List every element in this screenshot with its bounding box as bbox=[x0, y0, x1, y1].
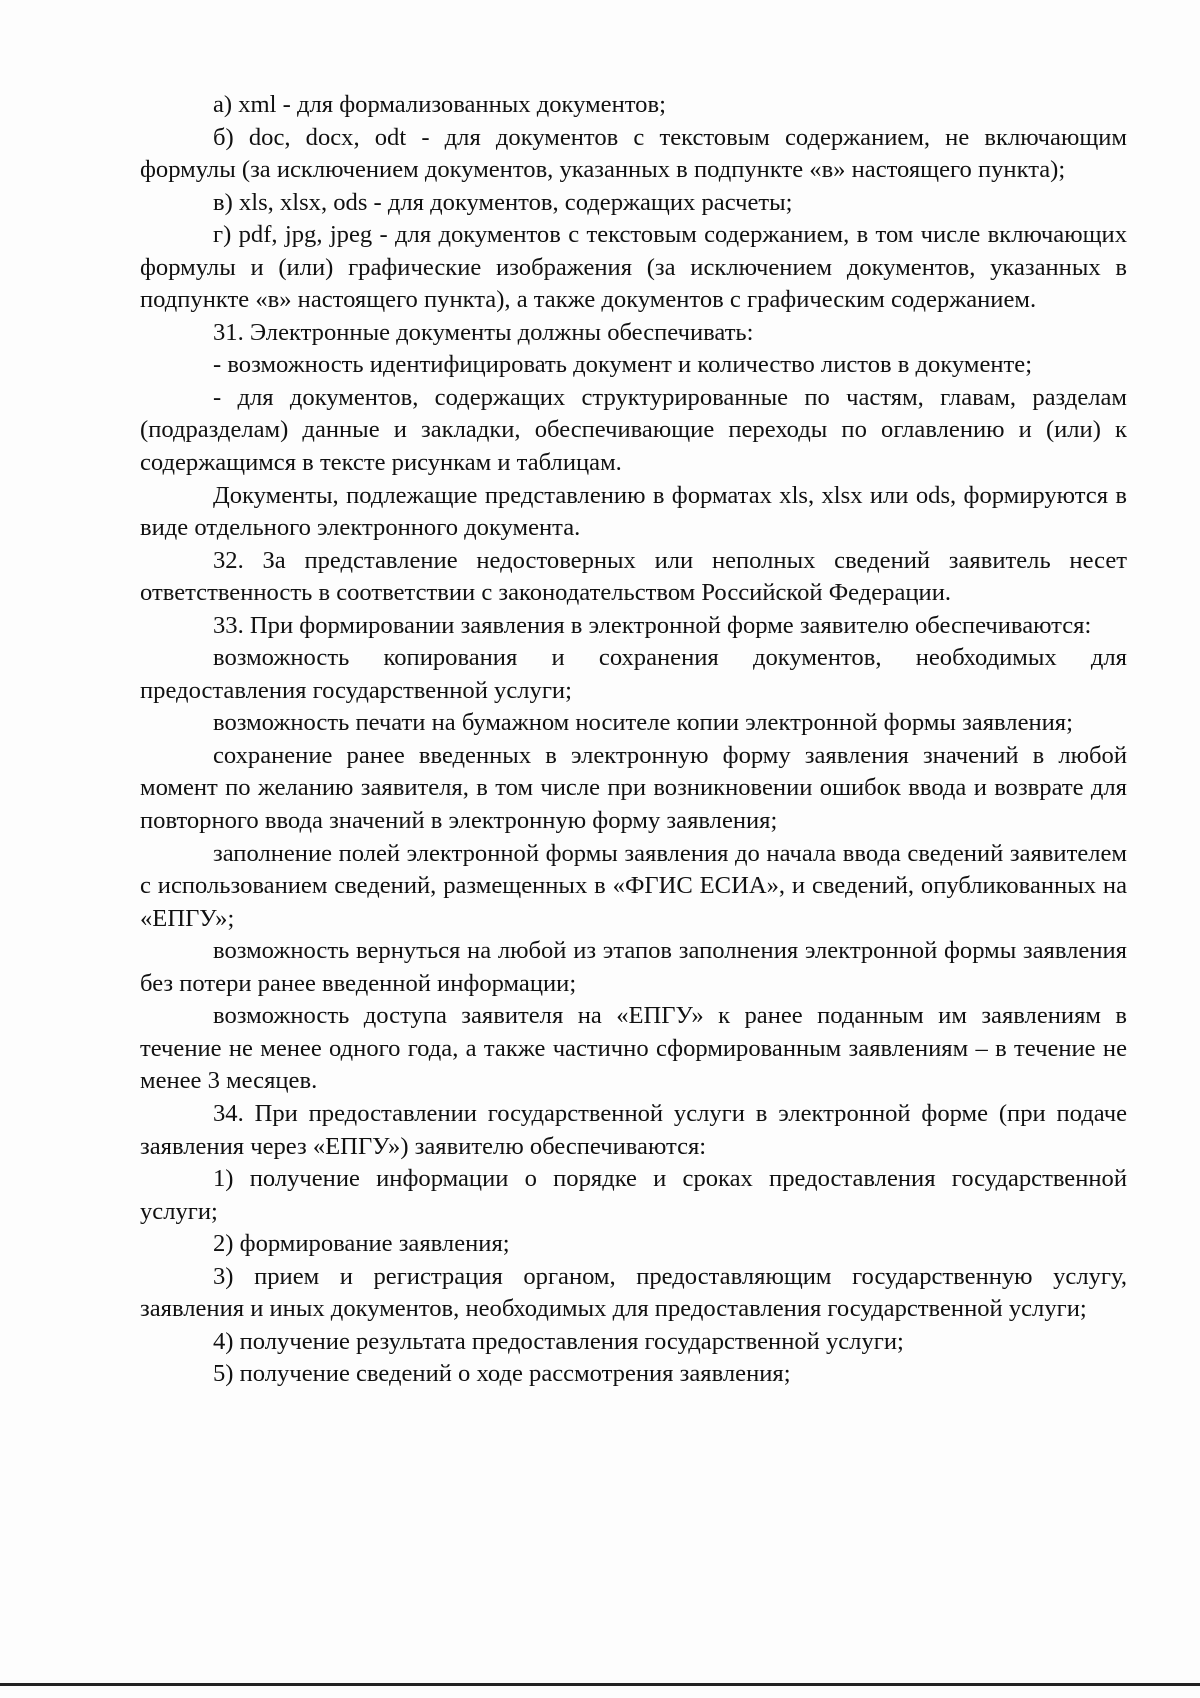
clause-33-item-4: заполнение полей электронной формы заявления до начала ввода сведений заявителем с использованием сведений, размещенных в «ФГИС ЕСИА», и сведений, опубликованных на «ЕПГУ»; bbox=[140, 839, 1127, 932]
list-item-v-xls: в) xls, xlsx, ods - для документов, содержащих расчеты; bbox=[213, 188, 793, 216]
clause-32: 32. За представление недостоверных или неполных сведений заявитель несет ответственность в соответствии с законодательством Российской Федерации. bbox=[140, 546, 1127, 607]
clause-34-item-5: 5) получение сведений о ходе рассмотрения заявления; bbox=[213, 1360, 791, 1388]
clause-34-heading: 34. При предоставлении государственной услуги в электронной форме (при подаче заявления через «ЕПГУ») заявителю обеспечиваются: bbox=[140, 1099, 1127, 1160]
list-item-g-pdf: г) pdf, jpg, jpeg - для документов с текстовым содержанием, в том числе включающих формулы и (или) графические изображения (за исключением документов, указанных в подпункте «в» настоящего пункта), а также документов с графическим содержанием. bbox=[140, 221, 1127, 314]
clause-31-item-2: - для документов, содержащих структурированные по частям, главам, разделам (подразделам) данные и закладки, обеспечивающие переходы по оглавлению и (или) к содержащимся в тексте рисункам и таблицам. bbox=[140, 383, 1127, 477]
list-item-a-xml: а) xml - для формализованных документов; bbox=[213, 91, 666, 118]
clause-31-item-1: - возможность идентифицировать документ и количество листов в документе; bbox=[213, 351, 1033, 379]
clause-33-item-6: возможность доступа заявителя на «ЕПГУ» к ранее поданным им заявлениям в течение не менее одного года, а также частично сформированным заявлениям – в течение не менее 3 месяцев. bbox=[140, 1002, 1127, 1095]
scan-bottom-edge bbox=[0, 1683, 1200, 1686]
clause-34-item-3: 3) прием и регистрация органом, предоставляющим государственную услугу, заявления и иных документов, необходимых для предоставления государственной услуги; bbox=[140, 1262, 1127, 1323]
clause-33-heading: 33. При формировании заявления в электронной форме заявителю обеспечиваются: bbox=[213, 611, 1092, 639]
clause-33-item-2: возможность печати на бумажном носителе копии электронной формы заявления; bbox=[213, 709, 1073, 737]
clause-33-item-1: возможность копирования и сохранения документов, необходимых для предоставления государственной услуги; bbox=[140, 644, 1127, 704]
document-body bbox=[140, 89, 1127, 1391]
list-item-b-doc: б) doc, docx, odt - для документов с текстовым содержанием, не включающим формулы (за исключением документов, указанных в подпункте «в» настоящего пункта); bbox=[140, 123, 1127, 184]
clause-31-note: Документы, подлежащие представлению в форматах xls, xlsx или ods, формируются в виде отдельного электронного документа. bbox=[140, 481, 1127, 542]
clause-31-heading: 31. Электронные документы должны обеспечивать: bbox=[213, 318, 754, 346]
clause-33-item-3: сохранение ранее введенных в электронную форму заявления значений в любой момент по желанию заявителя, в том числе при возникновении ошибок ввода и возврате для повторного ввода значений в электронную форму заявления; bbox=[140, 741, 1127, 835]
clause-34-item-2: 2) формирование заявления; bbox=[213, 1230, 510, 1258]
clause-34-item-4: 4) получение результата предоставления государственной услуги; bbox=[213, 1327, 904, 1355]
clause-33-item-5: возможность вернуться на любой из этапов заполнения электронной формы заявления без потери ранее введенной информации; bbox=[140, 937, 1127, 997]
clause-34-item-1: 1) получение информации о порядке и сроках предоставления государственной услуги; bbox=[140, 1165, 1127, 1225]
